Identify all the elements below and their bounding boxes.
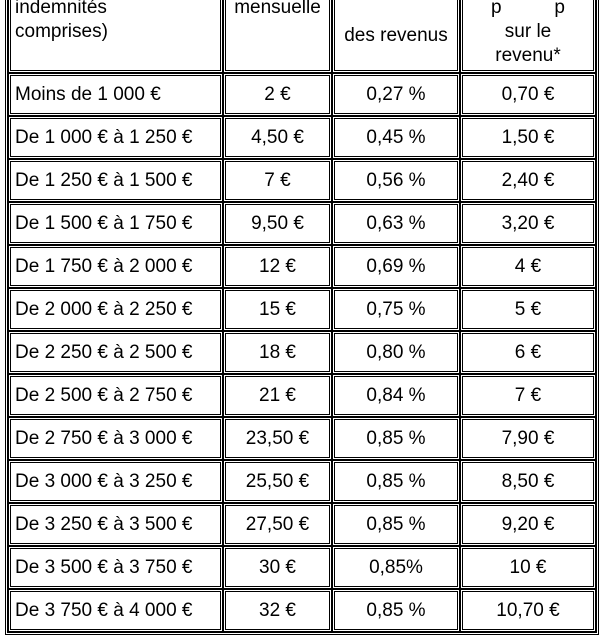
revenue-percent-cell: 0,84 % bbox=[332, 374, 460, 417]
table-row bbox=[8, 589, 596, 632]
monthly-amount-cell: 7 € bbox=[223, 159, 332, 202]
monthly-amount-cell: 15 € bbox=[223, 288, 332, 331]
monthly-amount-cell: 32 € bbox=[223, 589, 332, 632]
points-cost-cell: 1,50 € bbox=[460, 116, 596, 159]
revenue-percent-cell: 0,45 % bbox=[332, 116, 460, 159]
table-row bbox=[8, 374, 596, 417]
points-cost-cell: 2,40 € bbox=[460, 159, 596, 202]
table-row bbox=[8, 73, 596, 116]
header-cell-revenue-pct bbox=[332, 0, 460, 73]
header-line: p p bbox=[491, 0, 565, 18]
points-cost-cell: 8,50 € bbox=[460, 460, 596, 503]
table-row bbox=[8, 159, 596, 202]
table-row bbox=[8, 546, 596, 589]
revenue-percent-cell: 0,85 % bbox=[332, 460, 460, 503]
header-row bbox=[8, 0, 596, 73]
income-range-cell: De 1 250 € à 1 500 € bbox=[8, 159, 223, 202]
income-range-cell: De 1 000 € à 1 250 € bbox=[8, 116, 223, 159]
monthly-amount-cell: 4,50 € bbox=[223, 116, 332, 159]
income-range-cell: Moins de 1 000 € bbox=[8, 73, 223, 116]
points-cost-cell: 7,90 € bbox=[460, 417, 596, 460]
monthly-amount-cell: 9,50 € bbox=[223, 202, 332, 245]
revenue-percent-cell: 0,85% bbox=[332, 546, 460, 589]
income-range-cell: De 3 000 € à 3 250 € bbox=[8, 460, 223, 503]
points-cost-cell: 5 € bbox=[460, 288, 596, 331]
header-cell-income bbox=[8, 0, 223, 73]
revenue-percent-cell: 0,80 % bbox=[332, 331, 460, 374]
table-row bbox=[8, 202, 596, 245]
points-cost-cell: 4 € bbox=[460, 245, 596, 288]
revenue-percent-cell: 0,69 % bbox=[332, 245, 460, 288]
points-cost-cell: 9,20 € bbox=[460, 503, 596, 546]
monthly-amount-cell: 27,50 € bbox=[223, 503, 332, 546]
monthly-amount-cell: 23,50 € bbox=[223, 417, 332, 460]
header-line: indemnités bbox=[15, 0, 107, 18]
monthly-amount-cell: 2 € bbox=[223, 73, 332, 116]
table-body bbox=[8, 0, 596, 632]
points-cost-cell: 0,70 € bbox=[460, 73, 596, 116]
income-range-cell: De 2 000 € à 2 250 € bbox=[8, 288, 223, 331]
monthly-amount-cell: 30 € bbox=[223, 546, 332, 589]
income-range-cell: De 1 500 € à 1 750 € bbox=[8, 202, 223, 245]
header-line: sur le bbox=[504, 21, 552, 42]
header-cell-points bbox=[460, 0, 596, 73]
income-range-cell: De 1 750 € à 2 000 € bbox=[8, 245, 223, 288]
table-row bbox=[8, 116, 596, 159]
income-range-cell: De 2 750 € à 3 000 € bbox=[8, 417, 223, 460]
revenue-percent-cell: 0,27 % bbox=[332, 73, 460, 116]
revenue-percent-cell: 0,85 % bbox=[332, 417, 460, 460]
points-cost-cell: 6 € bbox=[460, 331, 596, 374]
table-row bbox=[8, 288, 596, 331]
header-line: comprises) bbox=[15, 21, 108, 42]
income-range-cell: De 2 500 € à 2 750 € bbox=[8, 374, 223, 417]
points-cost-cell: 10 € bbox=[460, 546, 596, 589]
points-cost-cell: 10,70 € bbox=[460, 589, 596, 632]
income-range-cell: De 3 750 € à 4 000 € bbox=[8, 589, 223, 632]
table-row bbox=[8, 331, 596, 374]
table-row bbox=[8, 460, 596, 503]
monthly-amount-cell: 12 € bbox=[223, 245, 332, 288]
income-range-cell: De 3 250 € à 3 500 € bbox=[8, 503, 223, 546]
table-row bbox=[8, 245, 596, 288]
points-cost-cell: 3,20 € bbox=[460, 202, 596, 245]
monthly-amount-cell: 18 € bbox=[223, 331, 332, 374]
header-cell-monthly bbox=[223, 0, 332, 73]
header-line: des revenus bbox=[344, 25, 448, 46]
contribution-table bbox=[5, 0, 599, 635]
table-row bbox=[8, 417, 596, 460]
income-range-cell: De 3 500 € à 3 750 € bbox=[8, 546, 223, 589]
header-line: mensuelle bbox=[234, 0, 321, 18]
revenue-percent-cell: 0,85 % bbox=[332, 503, 460, 546]
header-line: revenu* bbox=[495, 45, 561, 66]
monthly-amount-cell: 25,50 € bbox=[223, 460, 332, 503]
revenue-percent-cell: 0,75 % bbox=[332, 288, 460, 331]
points-cost-cell: 7 € bbox=[460, 374, 596, 417]
table-row bbox=[8, 503, 596, 546]
revenue-percent-cell: 0,56 % bbox=[332, 159, 460, 202]
revenue-percent-cell: 0,63 % bbox=[332, 202, 460, 245]
revenue-percent-cell: 0,85 % bbox=[332, 589, 460, 632]
income-range-cell: De 2 250 € à 2 500 € bbox=[8, 331, 223, 374]
monthly-amount-cell: 21 € bbox=[223, 374, 332, 417]
